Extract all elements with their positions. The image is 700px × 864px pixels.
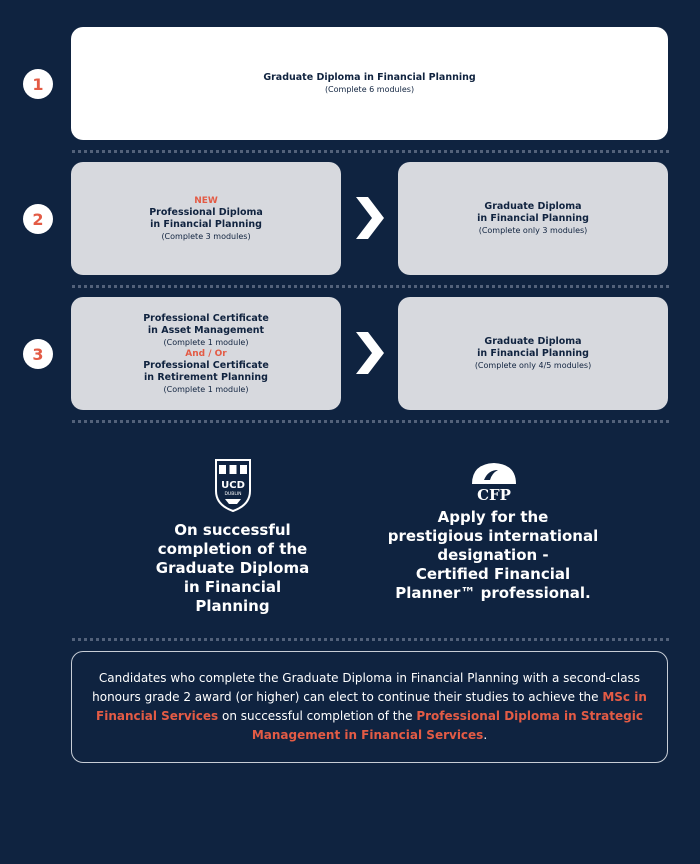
row3-right-subtitle: (Complete only 4/5 modules) xyxy=(474,361,592,370)
row2-right-subtitle: (Complete only 3 modules) xyxy=(478,226,588,235)
cfp-line: prestigious international xyxy=(387,527,599,545)
ucd-line: Graduate Diploma xyxy=(155,559,310,577)
msc-info-box xyxy=(71,651,668,763)
dotted-divider xyxy=(72,150,669,153)
row2-right-box xyxy=(398,162,668,275)
cert1-title-2: in Asset Management xyxy=(147,324,265,336)
cfp-line: Planner™ professional. xyxy=(395,584,591,602)
footer-text: Candidates who complete the Graduate Diploma in Financial Planning with a second-class honours grade 2 award (or higher) can elect to continue their studies to achieve the xyxy=(92,671,641,704)
cert1-subtitle: (Complete 1 module) xyxy=(163,337,249,347)
ucd-logo-sub: DUBLIN xyxy=(224,492,242,497)
row1-box xyxy=(71,27,668,140)
cfp-logo-text: CFP xyxy=(477,486,511,504)
ucd-logo-text: UCD xyxy=(221,480,245,491)
cfp-line: designation - xyxy=(437,546,549,564)
row2-left-subtitle: (Complete 3 modules) xyxy=(161,232,251,241)
ucd-line: completion of the xyxy=(157,540,308,558)
and-or-connector: And / Or xyxy=(185,348,227,359)
cfp-line: Certified Financial xyxy=(415,565,571,583)
row3-left-box xyxy=(71,297,341,410)
row1-title: Graduate Diploma in Financial Planning xyxy=(263,72,476,83)
dotted-divider xyxy=(72,285,669,288)
row2-left-title-1: Professional Diploma xyxy=(149,207,263,218)
ucd-line: On successful xyxy=(174,521,291,539)
msc-info-text xyxy=(90,669,650,745)
new-badge: NEW xyxy=(194,196,218,206)
row3-right-title-1: Graduate Diploma xyxy=(484,336,582,347)
ucd-line: Planning xyxy=(195,597,270,615)
row2-right-title-2: in Financial Planning xyxy=(477,213,589,224)
row1-subtitle: (Complete 6 modules) xyxy=(324,85,415,94)
row3-right-box xyxy=(398,297,668,410)
cfp-statement xyxy=(382,508,604,603)
cert2-subtitle: (Complete 1 module) xyxy=(163,384,249,394)
footer-text: on successful completion of the xyxy=(218,709,417,723)
cert2-title-1: Professional Certificate xyxy=(143,359,269,371)
cert2-title-2: in Retirement Planning xyxy=(144,371,268,383)
footer-text: . xyxy=(483,728,488,742)
step-number-1: 1 xyxy=(23,69,53,99)
msc-highlight: MSc in Financial Services xyxy=(96,690,647,723)
ucd-statement xyxy=(140,521,325,616)
step-number-3: 3 xyxy=(23,339,53,369)
professional-diploma-highlight: Professional Diploma in Strategic Management in Financial Services xyxy=(251,709,643,742)
dotted-divider xyxy=(72,638,669,641)
chevron-right-icon xyxy=(352,195,388,241)
row2-left-title-2: in Financial Planning xyxy=(150,219,262,230)
ucd-line: in Financial xyxy=(183,578,282,596)
dotted-divider xyxy=(72,420,669,423)
step-number-2: 2 xyxy=(23,204,53,234)
cfp-logo-icon xyxy=(458,458,530,504)
ucd-crest-icon xyxy=(213,457,253,513)
row3-right-title-2: in Financial Planning xyxy=(477,348,589,359)
row2-right-title-1: Graduate Diploma xyxy=(484,201,582,212)
cfp-line: Apply for the xyxy=(437,508,549,526)
row2-left-box xyxy=(71,162,341,275)
cert1-title-1: Professional Certificate xyxy=(143,312,269,324)
chevron-right-icon xyxy=(352,330,388,376)
